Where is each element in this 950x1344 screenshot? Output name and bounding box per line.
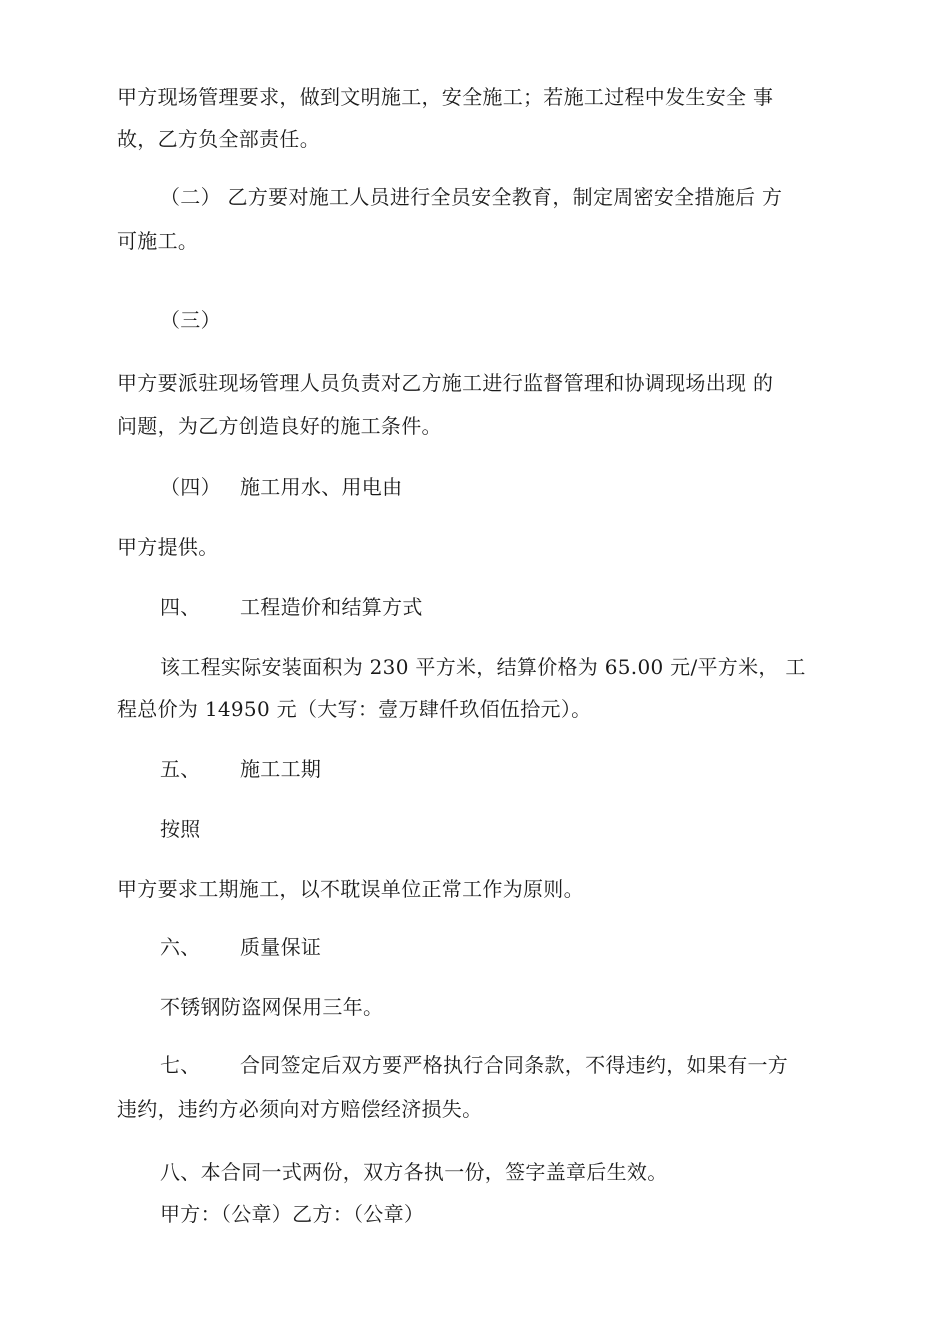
section-heading: [160, 934, 321, 960]
paragraph-line: 可施工。: [117, 229, 199, 253]
section-number: 五、: [160, 757, 201, 781]
paragraph-line: 不锈钢防盗网保用三年。: [160, 995, 384, 1019]
paragraph-line: 程总价为 14950 元（大写：壹万肆仟玖佰伍拾元）。: [117, 697, 592, 721]
paragraph-line: 问题，为乙方创造良好的施工条件。: [117, 414, 442, 438]
paragraph-line: 甲方提供。: [117, 535, 219, 559]
paragraph-line: 甲方现场管理要求，做到文明施工，安全施工；若施工过程中发生安全 事: [117, 85, 774, 109]
section-number: 四、: [160, 595, 201, 619]
clause-text: 施工用水、用电由: [240, 475, 403, 499]
paragraph-line: 故，乙方负全部责任。: [117, 127, 320, 151]
section-title: 施工工期: [240, 757, 322, 781]
section-text: 合同签定后双方要严格执行合同条款，不得违约，如果有一方: [240, 1053, 789, 1077]
signature-line: 甲方：（公章）乙方：（公章）: [160, 1202, 425, 1226]
paragraph-line: （二） 乙方要对施工人员进行全员安全教育，制定周密安全措施后 方: [160, 185, 783, 209]
paragraph-line: 甲方要派驻现场管理人员负责对乙方施工进行监督管理和协调现场出现 的: [117, 371, 774, 395]
paragraph-line: 违约，违约方必须向对方赔偿经济损失。: [117, 1097, 483, 1121]
paragraph-line: 按照: [160, 817, 201, 841]
clause-heading: （三）: [160, 308, 221, 332]
paragraph-line: 八、本合同一式两份，双方各执一份，签字盖章后生效。: [160, 1160, 668, 1184]
section-heading: [160, 756, 321, 782]
clause-heading: [160, 474, 402, 500]
section-title: 工程造价和结算方式: [240, 595, 423, 619]
section-heading: [160, 594, 423, 620]
paragraph-line: 该工程实际安装面积为 230 平方米，结算价格为 65.00 元/平方米， 工: [160, 655, 806, 679]
clause-number: （四）: [160, 475, 221, 499]
section-number: 七、: [160, 1053, 201, 1077]
section-number: 六、: [160, 935, 201, 959]
section-title: 质量保证: [240, 935, 322, 959]
section-heading: [160, 1052, 788, 1078]
paragraph-line: 甲方要求工期施工，以不耽误单位正常工作为原则。: [117, 877, 584, 901]
